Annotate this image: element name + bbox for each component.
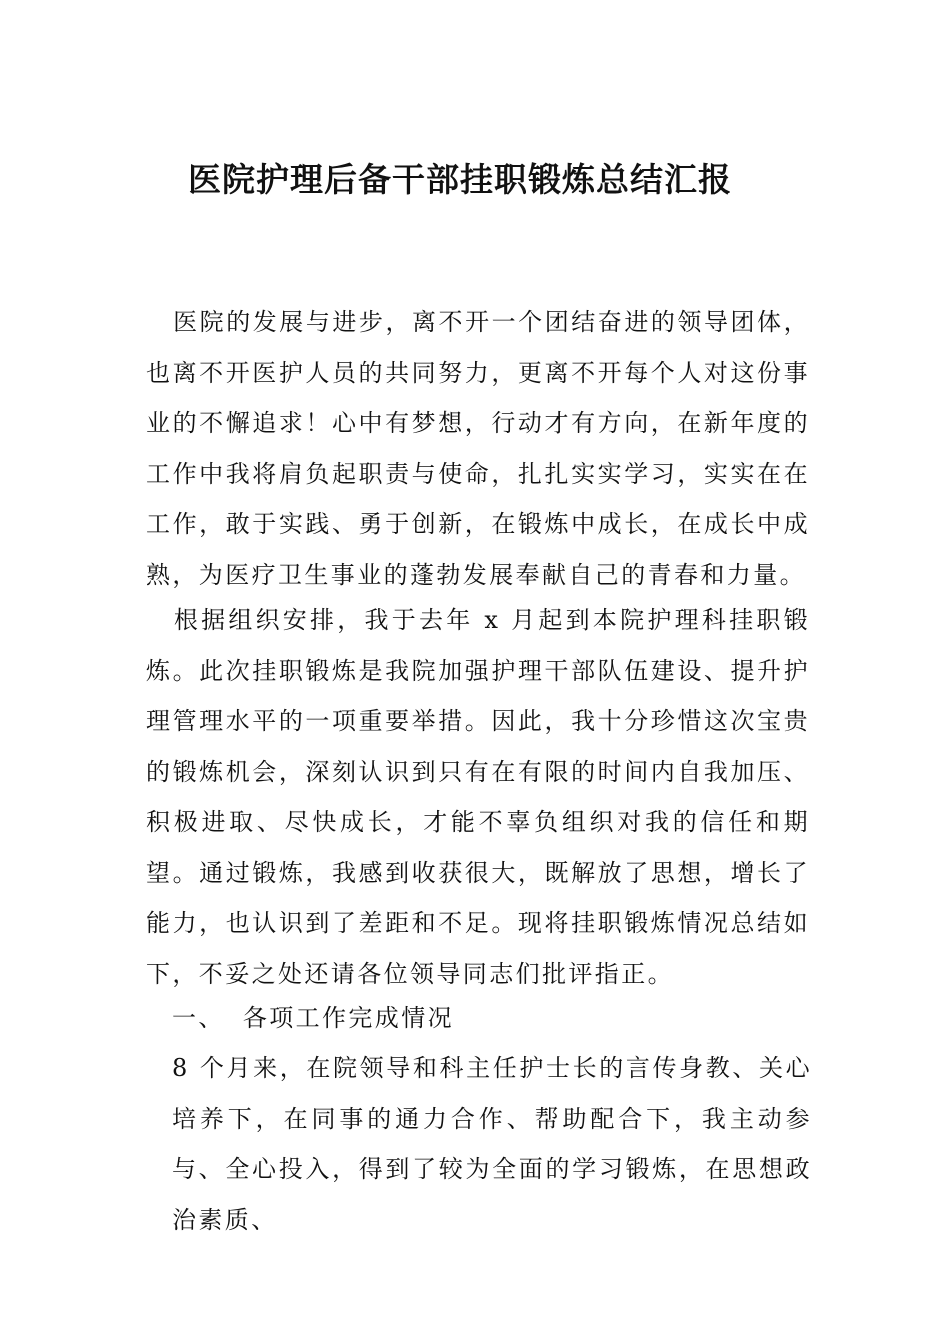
section-paragraph bbox=[172, 1043, 812, 1245]
paragraph-intro-text: 医院的发展与进步，离不开一个团结奋进的领导团体，也离不开医护人员的共同努力，更离不开每个人对这份事业的不懈追求！心中有梦想，行动才有方向，在新年度的工作中我将肩负起职责与使命，扎扎实实学习，实实在在工作，敢于实践、勇于创新，在锻炼中成长，在成长中成熟，为医疗卫生事业的蓬勃发展奉献自己的青春和力量。 bbox=[146, 308, 810, 589]
section-heading-text: 各项工作完成情况 bbox=[242, 1004, 455, 1032]
paragraph-intro bbox=[146, 297, 810, 600]
paragraph-assignment-text: 根据组织安排，我于去年 x 月起到本院护理科挂职锻炼。此次挂职锻炼是我院加强护理干部队伍建设、提升护理管理水平的一项重要举措。因此，我十分珍惜这次宝贵的锻炼机会，深刻认识到只有在有限的时间内自我加压、积极进取、尽快成长，才能不辜负组织对我的信任和期望。通过锻炼，我感到收获很大，既解放了思想，增长了能力，也认识到了差距和不足。现将挂职锻炼情况总结如下，不妥之处还请各位领导同志们批评指正。 bbox=[146, 606, 810, 988]
paragraph-assignment bbox=[146, 595, 810, 999]
document-title: 医院护理后备干部挂职锻炼总结汇报 bbox=[188, 160, 732, 199]
section-heading bbox=[172, 993, 772, 1043]
section-paragraph-text: 8 个月来，在院领导和科主任护士长的言传身教、关心培养下，在同事的通力合作、帮助配合下，我主动参与、全心投入，得到了较为全面的学习锻炼，在思想政治素质、 bbox=[172, 1054, 812, 1234]
section-number: 一、 bbox=[172, 1004, 225, 1032]
